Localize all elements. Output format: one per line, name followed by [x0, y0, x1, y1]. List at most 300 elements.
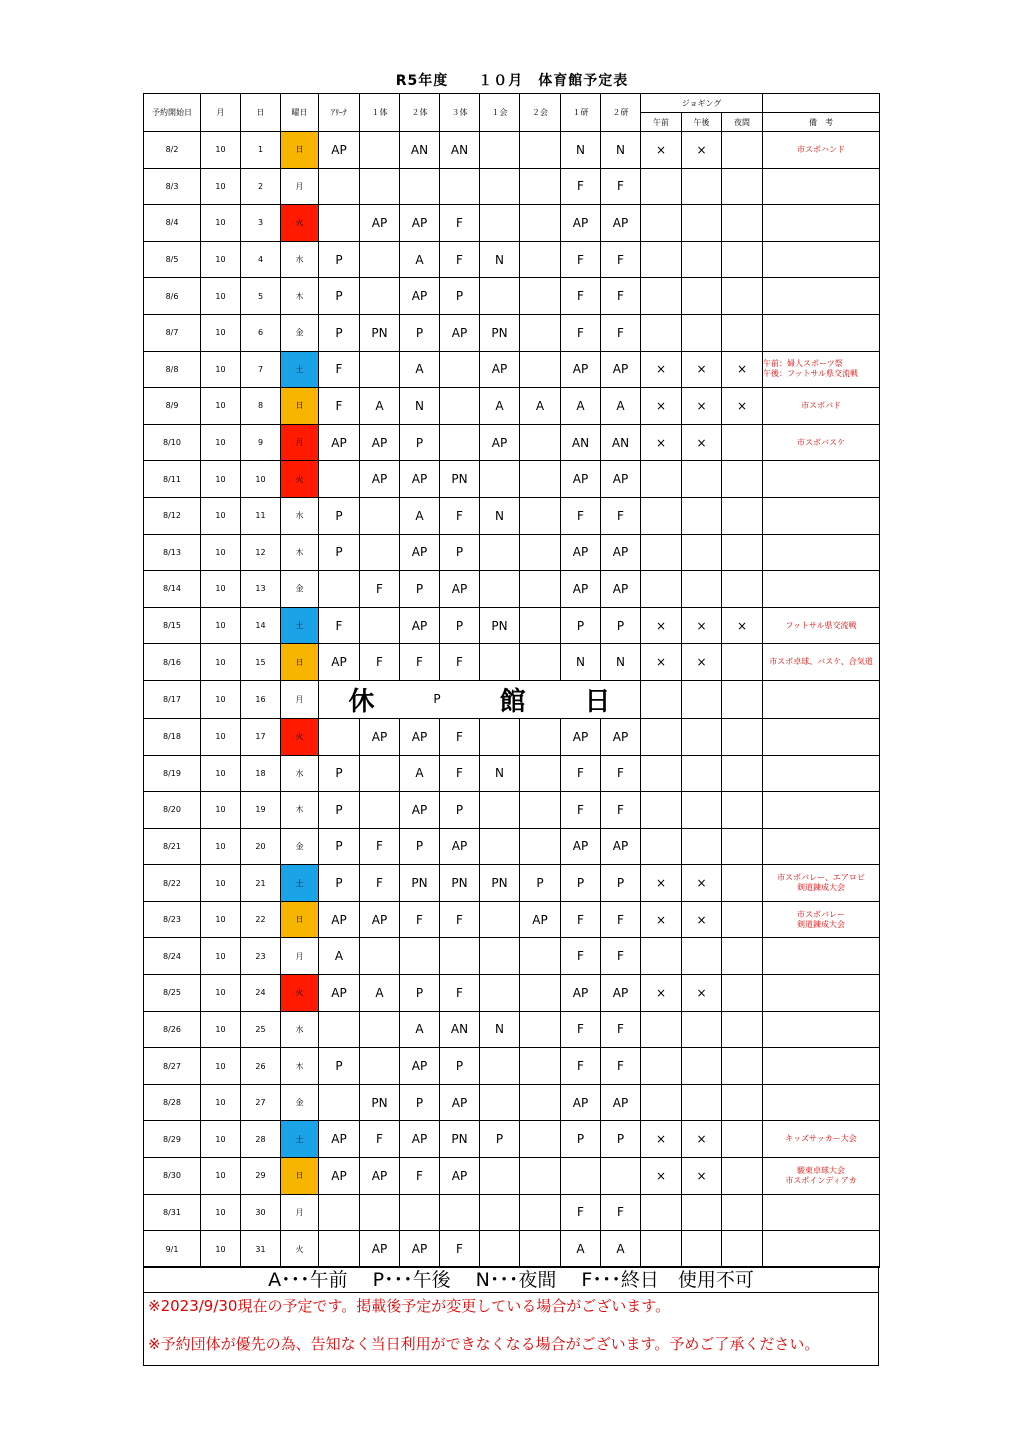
weekday-cell: 金 — [281, 1084, 319, 1121]
note-text: 午前：婦人スポーツ祭 — [763, 359, 843, 369]
table-row — [144, 314, 880, 351]
facility-cell: AP — [319, 424, 360, 461]
legend: A･･･午前 P･･･午後 N･･･夜間 F･･･終日 使用不可 — [143, 1266, 879, 1293]
facility-cell: AP — [520, 901, 561, 938]
facility-cell: P — [601, 607, 641, 644]
facility-cell: AP — [400, 718, 440, 755]
jogging-cell: × — [722, 388, 763, 425]
jogging-cell — [641, 1084, 682, 1121]
facility-cell: AP — [561, 1084, 601, 1121]
notes-cell — [763, 205, 880, 242]
weekday-cell: 木 — [281, 278, 319, 315]
facility-cell: F — [400, 1158, 440, 1195]
facility-cell: F — [561, 497, 601, 534]
jogging-cell: × — [682, 901, 722, 938]
facility-cell — [480, 975, 520, 1012]
facility-cell: AP — [561, 718, 601, 755]
facility-cell: F — [440, 497, 480, 534]
jogging-cell — [682, 534, 722, 571]
day-cell: 21 — [241, 865, 281, 902]
facility-cell: P — [561, 607, 601, 644]
month-cell: 10 — [201, 278, 241, 315]
table-row — [144, 828, 880, 865]
closed-char: 館 — [499, 686, 526, 717]
table-row — [144, 168, 880, 205]
month-cell: 10 — [201, 1194, 241, 1231]
jogging-cell — [722, 1158, 763, 1195]
start-date-cell: 8/11 — [144, 461, 201, 498]
weekday-cell: 水 — [281, 497, 319, 534]
notes-cell — [763, 1194, 880, 1231]
header-weekday: 曜日 — [281, 94, 319, 132]
notes-box — [143, 1292, 879, 1366]
day-cell: 12 — [241, 534, 281, 571]
facility-cell — [360, 132, 400, 169]
jogging-cell — [641, 314, 682, 351]
facility-cell: AP — [360, 1158, 400, 1195]
start-date-cell: 8/30 — [144, 1158, 201, 1195]
facility-cell: P — [319, 1048, 360, 1085]
facility-cell: AP — [360, 461, 400, 498]
facility-cell: P — [400, 1084, 440, 1121]
facility-cell: A — [601, 1231, 641, 1268]
facility-cell: F — [601, 938, 641, 975]
notes-cell — [763, 975, 880, 1012]
facility-cell — [520, 1048, 561, 1085]
facility-cell — [480, 205, 520, 242]
table-row — [144, 571, 880, 608]
facility-cell: P — [561, 1121, 601, 1158]
day-cell: 2 — [241, 168, 281, 205]
day-cell: 24 — [241, 975, 281, 1012]
start-date-cell: 8/22 — [144, 865, 201, 902]
table-row — [144, 755, 880, 792]
facility-cell — [400, 168, 440, 205]
jogging-cell — [722, 132, 763, 169]
header-night: 夜間 — [722, 113, 763, 132]
weekday-cell: 日 — [281, 132, 319, 169]
weekday-cell: 金 — [281, 314, 319, 351]
facility-cell: P — [440, 534, 480, 571]
facility-cell — [520, 205, 561, 242]
note-text: 市スポバスケ — [797, 437, 846, 447]
facility-cell: F — [601, 901, 641, 938]
jogging-cell — [722, 497, 763, 534]
facility-cell — [520, 1121, 561, 1158]
facility-cell: N — [561, 644, 601, 681]
facility-cell: AP — [601, 534, 641, 571]
jogging-cell — [722, 278, 763, 315]
facility-cell: F — [601, 497, 641, 534]
notes-cell — [763, 388, 880, 425]
header-gym2: ２体 — [400, 94, 440, 132]
facility-cell: F — [561, 314, 601, 351]
day-cell: 30 — [241, 1194, 281, 1231]
facility-cell: P — [319, 792, 360, 829]
header-arena: ｱﾘｰﾅ — [319, 94, 360, 132]
facility-cell: F — [360, 571, 400, 608]
weekday-cell: 土 — [281, 351, 319, 388]
facility-cell: PN — [360, 1084, 400, 1121]
jogging-cell — [682, 571, 722, 608]
note-text: 午後：フットサル県交流戦 — [763, 369, 859, 379]
page-title: R5年度 １０月 体育館予定表 — [395, 73, 629, 89]
month-cell: 10 — [201, 497, 241, 534]
facility-cell — [480, 901, 520, 938]
start-date-cell: 9/1 — [144, 1231, 201, 1268]
table-row — [144, 1011, 880, 1048]
note-line: ※2023/9/30現在の予定です。掲載後予定が変更している場合がございます。 — [148, 1297, 671, 1315]
note-text: 市スポバレー、エアロビ — [777, 873, 865, 883]
facility-cell: A — [480, 388, 520, 425]
facility-cell: AP — [400, 1121, 440, 1158]
facility-cell — [480, 278, 520, 315]
notes-cell — [763, 1121, 880, 1158]
facility-cell: P — [480, 1121, 520, 1158]
jogging-cell — [722, 1121, 763, 1158]
jogging-cell — [641, 168, 682, 205]
facility-cell: P — [440, 278, 480, 315]
facility-cell: AN — [440, 132, 480, 169]
table-row — [144, 1158, 880, 1195]
facility-cell: F — [440, 241, 480, 278]
facility-cell: P — [319, 314, 360, 351]
facility-cell — [360, 1011, 400, 1048]
notes-cell — [763, 718, 880, 755]
facility-cell — [520, 1084, 561, 1121]
facility-cell — [520, 571, 561, 608]
start-date-cell: 8/26 — [144, 1011, 201, 1048]
day-cell: 4 — [241, 241, 281, 278]
facility-cell: A — [400, 497, 440, 534]
header-blank — [763, 94, 880, 113]
jogging-cell — [722, 205, 763, 242]
table-row — [144, 865, 880, 902]
weekday-cell: 水 — [281, 755, 319, 792]
weekday-cell: 日 — [281, 388, 319, 425]
jogging-cell: × — [682, 1158, 722, 1195]
notes-cell — [763, 1158, 880, 1195]
facility-cell — [561, 1158, 601, 1195]
facility-cell: F — [360, 828, 400, 865]
jogging-cell — [641, 534, 682, 571]
jogging-cell — [682, 205, 722, 242]
facility-cell: AP — [360, 901, 400, 938]
facility-cell: AP — [400, 1231, 440, 1268]
notes-cell — [763, 644, 880, 681]
note-text: 剣道錬成大会 — [797, 919, 846, 929]
month-cell: 10 — [201, 132, 241, 169]
day-cell: 27 — [241, 1084, 281, 1121]
header-month: 月 — [201, 94, 241, 132]
facility-cell — [480, 571, 520, 608]
table-row — [144, 132, 880, 169]
facility-cell: F — [561, 278, 601, 315]
facility-cell: F — [440, 901, 480, 938]
weekday-cell: 土 — [281, 865, 319, 902]
notes-cell — [763, 1048, 880, 1085]
note-text: 市スポ卓球、バスケ、合気道 — [769, 657, 873, 667]
day-cell: 5 — [241, 278, 281, 315]
jogging-cell — [641, 828, 682, 865]
weekday-cell: 火 — [281, 205, 319, 242]
facility-cell — [360, 351, 400, 388]
weekday-cell: 月 — [281, 168, 319, 205]
notes-cell — [763, 168, 880, 205]
facility-cell — [520, 938, 561, 975]
table-row — [144, 461, 880, 498]
facility-cell: F — [319, 351, 360, 388]
facility-cell — [360, 534, 400, 571]
weekday-cell: 火 — [281, 718, 319, 755]
weekday-cell: 月 — [281, 424, 319, 461]
month-cell: 10 — [201, 241, 241, 278]
facility-cell: AP — [601, 718, 641, 755]
facility-cell — [520, 607, 561, 644]
facility-cell — [520, 1158, 561, 1195]
facility-cell: AP — [601, 571, 641, 608]
facility-cell — [480, 792, 520, 829]
table-row — [144, 497, 880, 534]
start-date-cell: 8/5 — [144, 241, 201, 278]
month-cell: 10 — [201, 865, 241, 902]
start-date-cell: 8/18 — [144, 718, 201, 755]
facility-cell: F — [561, 168, 601, 205]
header-jogging: ジョギング — [641, 94, 763, 113]
facility-cell — [520, 461, 561, 498]
weekday-cell: 火 — [281, 461, 319, 498]
start-date-cell: 8/13 — [144, 534, 201, 571]
month-cell: 10 — [201, 755, 241, 792]
table-row — [144, 241, 880, 278]
facility-cell: F — [440, 975, 480, 1012]
jogging-cell: × — [722, 607, 763, 644]
facility-cell: AP — [319, 975, 360, 1012]
month-cell: 10 — [201, 607, 241, 644]
notes-cell — [763, 132, 880, 169]
facility-cell: F — [440, 718, 480, 755]
facility-cell — [480, 1084, 520, 1121]
notes-cell — [763, 1084, 880, 1121]
notes-cell — [763, 497, 880, 534]
day-cell: 25 — [241, 1011, 281, 1048]
facility-cell: P — [440, 792, 480, 829]
jogging-cell — [682, 1194, 722, 1231]
month-cell: 10 — [201, 1231, 241, 1268]
facility-cell: N — [480, 1011, 520, 1048]
month-cell: 10 — [201, 901, 241, 938]
facility-cell: AP — [319, 1158, 360, 1195]
facility-cell — [319, 168, 360, 205]
facility-cell: N — [480, 755, 520, 792]
table-row — [144, 534, 880, 571]
facility-cell: F — [319, 607, 360, 644]
header-ken2: ２研 — [601, 94, 641, 132]
facility-cell: PN — [360, 314, 400, 351]
facility-cell — [360, 278, 400, 315]
facility-cell — [319, 718, 360, 755]
facility-cell: AP — [440, 1084, 480, 1121]
day-cell: 7 — [241, 351, 281, 388]
table-row — [144, 718, 880, 755]
jogging-cell — [682, 755, 722, 792]
notes-cell — [763, 607, 880, 644]
facility-cell: F — [440, 644, 480, 681]
notes-cell — [763, 424, 880, 461]
day-cell: 3 — [241, 205, 281, 242]
jogging-cell — [682, 718, 722, 755]
day-cell: 1 — [241, 132, 281, 169]
month-cell: 10 — [201, 792, 241, 829]
facility-cell: P — [561, 865, 601, 902]
jogging-cell — [722, 168, 763, 205]
jogging-cell: × — [641, 1121, 682, 1158]
jogging-cell: × — [641, 132, 682, 169]
facility-cell: P — [601, 865, 641, 902]
jogging-cell — [641, 718, 682, 755]
month-cell: 10 — [201, 534, 241, 571]
facility-cell: P — [319, 865, 360, 902]
jogging-cell: × — [641, 388, 682, 425]
jogging-cell — [641, 278, 682, 315]
jogging-cell — [682, 461, 722, 498]
table-row — [144, 938, 880, 975]
facility-cell: A — [400, 755, 440, 792]
facility-cell: F — [440, 755, 480, 792]
jogging-cell — [682, 1011, 722, 1048]
header-kai2: ２会 — [520, 94, 561, 132]
facility-cell — [520, 351, 561, 388]
closed-day-label — [319, 681, 640, 718]
facility-cell: A — [561, 1231, 601, 1268]
notes-cell — [763, 938, 880, 975]
facility-cell: F — [360, 1121, 400, 1158]
jogging-cell: × — [641, 607, 682, 644]
facility-cell — [480, 938, 520, 975]
facility-cell — [520, 644, 561, 681]
month-cell: 10 — [201, 351, 241, 388]
facility-cell — [520, 975, 561, 1012]
weekday-cell: 日 — [281, 644, 319, 681]
day-cell: 6 — [241, 314, 281, 351]
month-cell: 10 — [201, 975, 241, 1012]
jogging-cell: × — [682, 351, 722, 388]
facility-cell — [440, 388, 480, 425]
note-text: 市スポバレー — [797, 909, 846, 919]
facility-cell — [360, 755, 400, 792]
start-date-cell: 8/6 — [144, 278, 201, 315]
facility-cell — [440, 938, 480, 975]
jogging-cell — [722, 718, 763, 755]
jogging-cell — [682, 241, 722, 278]
weekday-cell: 月 — [281, 680, 319, 718]
day-cell: 9 — [241, 424, 281, 461]
facility-cell: AP — [561, 205, 601, 242]
facility-cell — [480, 644, 520, 681]
weekday-cell: 木 — [281, 792, 319, 829]
notes-cell — [763, 534, 880, 571]
jogging-cell — [722, 314, 763, 351]
facility-cell — [440, 424, 480, 461]
facility-cell: PN — [480, 865, 520, 902]
jogging-cell: × — [641, 424, 682, 461]
header-gym3: ３体 — [440, 94, 480, 132]
table-row — [144, 388, 880, 425]
facility-cell: F — [440, 205, 480, 242]
facility-cell: AP — [601, 205, 641, 242]
day-cell: 28 — [241, 1121, 281, 1158]
facility-cell — [601, 1158, 641, 1195]
day-cell: 18 — [241, 755, 281, 792]
facility-cell: PN — [480, 314, 520, 351]
facility-cell: AP — [400, 461, 440, 498]
facility-cell: F — [360, 644, 400, 681]
jogging-cell — [722, 828, 763, 865]
jogging-cell — [722, 571, 763, 608]
start-date-cell: 8/23 — [144, 901, 201, 938]
facility-cell: A — [601, 388, 641, 425]
jogging-cell — [722, 901, 763, 938]
facility-cell: F — [561, 792, 601, 829]
month-cell: 10 — [201, 1158, 241, 1195]
facility-cell — [360, 168, 400, 205]
facility-cell: P — [520, 865, 561, 902]
facility-cell — [520, 424, 561, 461]
facility-cell: AP — [440, 314, 480, 351]
notes-cell — [763, 571, 880, 608]
jogging-cell — [641, 1011, 682, 1048]
month-cell: 10 — [201, 938, 241, 975]
jogging-cell — [641, 571, 682, 608]
facility-cell — [360, 241, 400, 278]
weekday-cell: 月 — [281, 938, 319, 975]
facility-cell: AP — [601, 828, 641, 865]
jogging-cell — [682, 497, 722, 534]
day-cell: 15 — [241, 644, 281, 681]
closed-char: P — [433, 692, 441, 707]
facility-cell: F — [601, 1194, 641, 1231]
day-cell: 11 — [241, 497, 281, 534]
facility-cell: P — [400, 571, 440, 608]
closed-day-cell — [319, 680, 641, 718]
month-cell: 10 — [201, 571, 241, 608]
facility-cell: F — [440, 1231, 480, 1268]
facility-cell — [520, 1231, 561, 1268]
facility-cell — [520, 168, 561, 205]
facility-cell: AP — [601, 975, 641, 1012]
start-date-cell: 8/9 — [144, 388, 201, 425]
table-row — [144, 1084, 880, 1121]
start-date-cell: 8/29 — [144, 1121, 201, 1158]
day-cell: 26 — [241, 1048, 281, 1085]
jogging-cell — [722, 1194, 763, 1231]
notes-cell — [763, 1231, 880, 1268]
jogging-cell — [641, 1048, 682, 1085]
facility-cell — [319, 1011, 360, 1048]
start-date-cell: 8/27 — [144, 1048, 201, 1085]
weekday-cell: 金 — [281, 571, 319, 608]
note-text: キッズサッカー大会 — [785, 1134, 857, 1144]
note-text: 剣道錬成大会 — [797, 883, 846, 893]
facility-cell: F — [601, 792, 641, 829]
jogging-cell: × — [682, 975, 722, 1012]
facility-cell — [360, 1048, 400, 1085]
facility-cell — [480, 718, 520, 755]
start-date-cell: 8/16 — [144, 644, 201, 681]
facility-cell: AP — [360, 424, 400, 461]
facility-cell — [520, 314, 561, 351]
facility-cell — [520, 497, 561, 534]
